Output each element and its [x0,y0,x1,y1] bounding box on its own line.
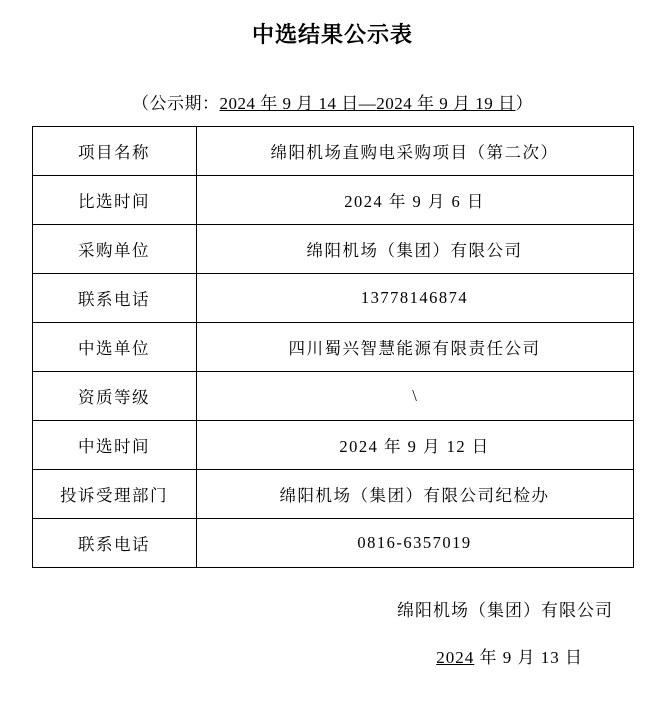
table-row [32,127,633,176]
row-label-winning-time: 中选时间 [32,421,196,470]
row-value-qualification-level: \ [196,372,633,421]
row-label-complaint-department: 投诉受理部门 [32,470,196,519]
notice-period [0,89,665,114]
notice-start-date: 2024 年 9 月 14 日 [219,94,359,113]
table-row [32,323,633,372]
signature-organization: 绵阳机场（集团）有限公司 [397,601,613,620]
signature-date [0,643,665,668]
row-value-contact-phone-2: 0816-6357019 [196,519,633,568]
row-label-purchasing-unit: 采购单位 [32,225,196,274]
table-row [32,176,633,225]
table-row [32,372,633,421]
row-label-contact-phone-2: 联系电话 [32,519,196,568]
result-table [32,126,634,568]
row-value-winning-unit: 四川蜀兴智慧能源有限责任公司 [196,323,633,372]
row-label-project-name: 项目名称 [32,127,196,176]
row-value-winning-time: 2024 年 9 月 12 日 [196,421,633,470]
notice-prefix: （公示期： [132,94,220,113]
document-page [0,18,665,709]
row-label-winning-unit: 中选单位 [32,323,196,372]
row-label-bidding-time: 比选时间 [32,176,196,225]
row-value-project-name: 绵阳机场直购电采购项目（第二次） [196,127,633,176]
row-label-qualification-level: 资质等级 [32,372,196,421]
signature-date-year: 2024 [436,648,475,667]
row-value-complaint-department: 绵阳机场（集团）有限公司纪检办 [196,470,633,519]
page-title: 中选结果公示表 [251,22,413,47]
row-value-purchasing-unit: 绵阳机场（集团）有限公司 [196,225,633,274]
signature-date-rest: 年 9 月 13 日 [474,648,583,667]
row-value-bidding-time: 2024 年 9 月 6 日 [196,176,633,225]
table-row [32,225,633,274]
row-label-contact-phone-1: 联系电话 [32,274,196,323]
notice-separator: — [358,94,377,113]
table-row [32,470,633,519]
table-row [32,519,633,568]
notice-end-date: 2024 年 9 月 19 日 [376,94,516,113]
row-value-contact-phone-1: 13778146874 [196,274,633,323]
notice-suffix: ） [515,94,533,113]
table-row [32,274,633,323]
table-row [32,421,633,470]
